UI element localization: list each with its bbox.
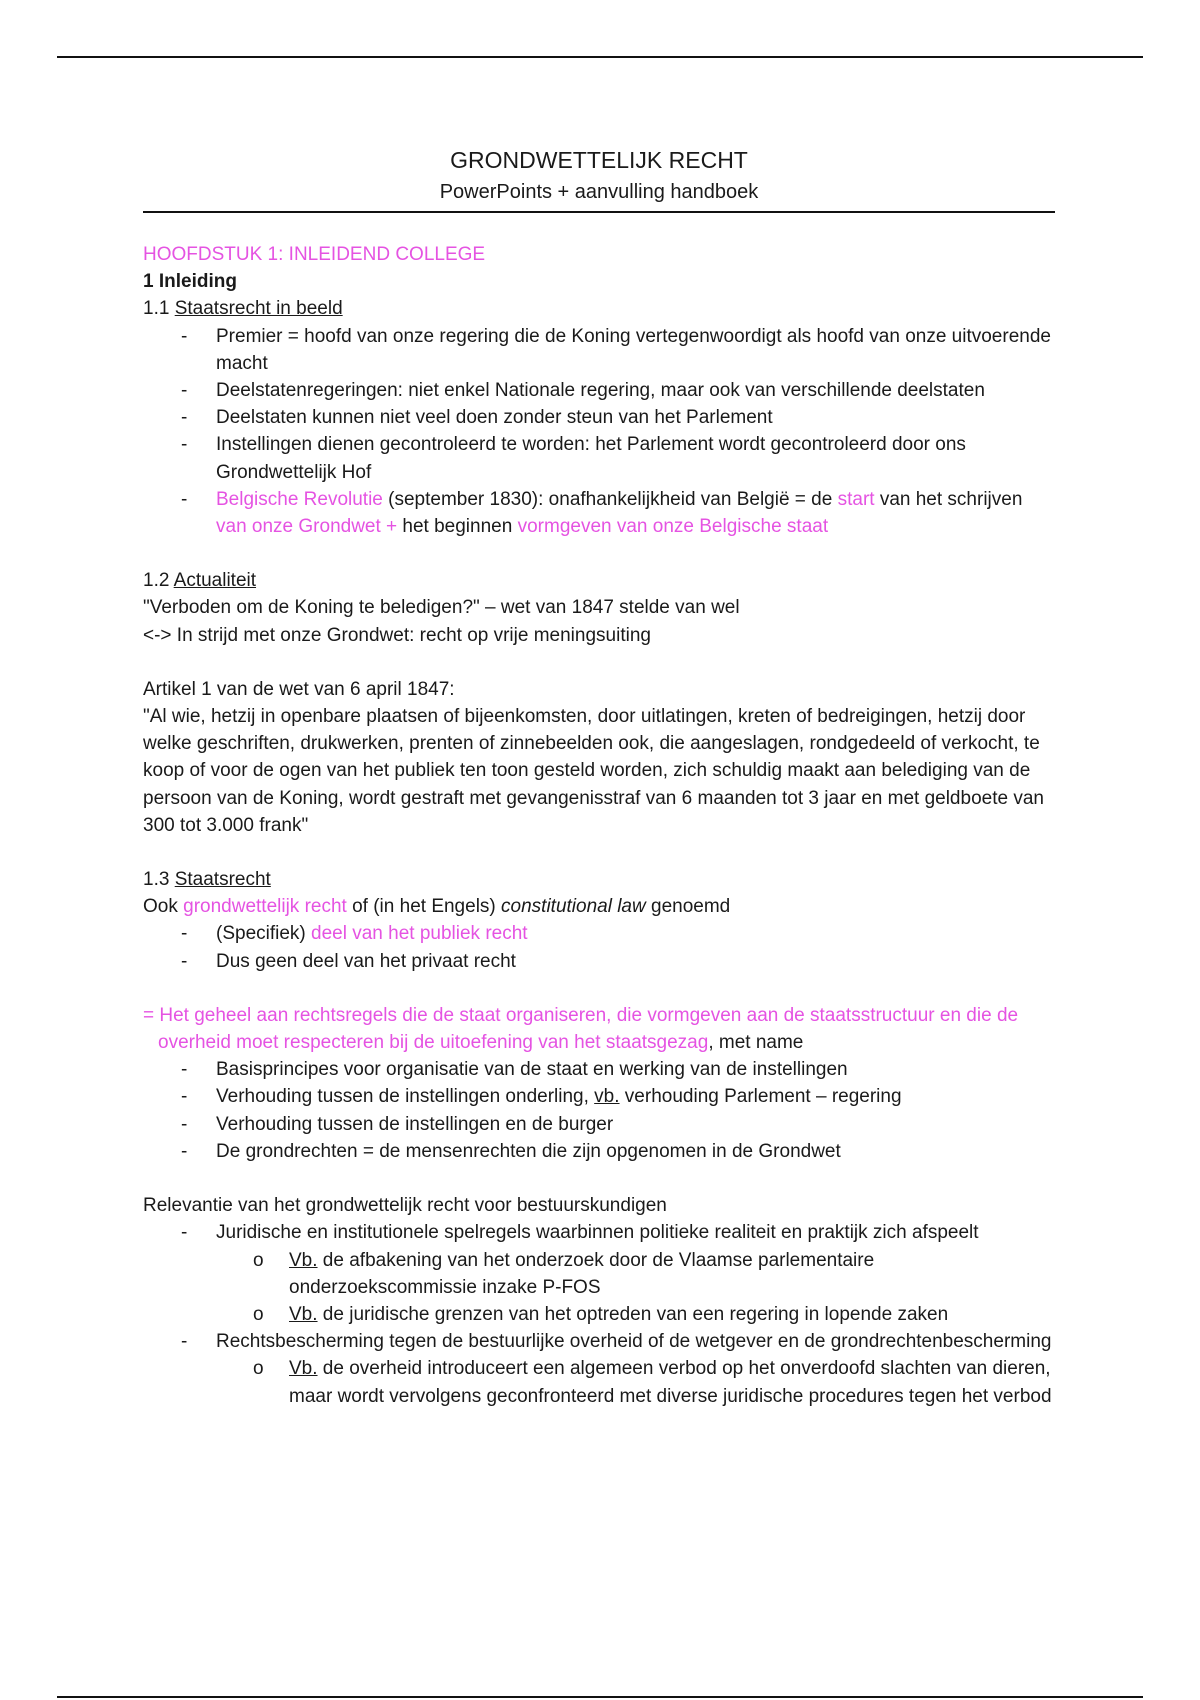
relevance-sublist xyxy=(216,1247,1055,1329)
document-title: GRONDWETTELIJK RECHT xyxy=(450,147,748,173)
list-item: o Vb. de afbakening van het onderzoek door de Vlaamse parlementaire onderzoekscommissie inzake P-FOS xyxy=(289,1247,1055,1301)
subsection-heading-1-2: 1.2 Actualiteit xyxy=(143,570,257,592)
article-quote: "Al wie, hetzij in openbare plaatsen of bijeenkomsten, door uitlatingen, kreten of bedreigingen, hetzij door welke geschriften, drukwerken, prenten of zinnebeelden ook, die aangeslagen, rondgedeeld of verkocht, te koop of voor de ogen van het publiek ten toon gesteld worden, zich schuldig maakt aan belediging van de persoon van de Koning, wordt gestraft met gevangenisstraf van 6 maanden tot 3 jaar en met geldboete van 300 tot 3.000 frank" xyxy=(143,706,1044,836)
list-item: - Rechtsbescherming tegen de bestuurlijke overheid of de wetgever en de grondrechtenbescherming o Vb. de overheid introduceert een algemeen verbod op het onverdoofd slachten van dieren, maar wordt vervolgens geconfronteerd met diverse juridische procedures tegen het verbod xyxy=(216,1328,1055,1410)
list-item: o Vb. de overheid introduceert een algemeen verbod op het onverdoofd slachten van dieren, maar wordt vervolgens geconfronteerd met diverse juridische procedures tegen het verbod xyxy=(289,1355,1055,1409)
list-item: o Vb. de juridische grenzen van het optreden van een regering in lopende zaken xyxy=(289,1301,1055,1328)
list-item: - Dus geen deel van het privaat recht xyxy=(216,948,1055,975)
staatsrecht-list xyxy=(143,920,1055,974)
list-item: - Premier = hoofd van onze regering die de Koning vertegenwoordigt als hoofd van onze uitvoerende macht xyxy=(216,323,1055,377)
relevance-sublist xyxy=(216,1355,1055,1409)
staatsrecht-intro: Ook grondwettelijk recht of (in het Engels) constitutional law genoemd xyxy=(143,896,731,918)
list-item: - Basisprincipes voor organisatie van de staat en werking van de instellingen xyxy=(216,1056,1055,1083)
staatsrecht-definition: = Het geheel aan rechtsregels die de staat organiseren, die vormgeven aan de staatsstructuur en die de overheid moet respecteren bij de uitoefening van het staatsgezag, met name xyxy=(143,1004,1019,1054)
staatsrecht-in-beeld-list xyxy=(143,323,1055,541)
top-rule xyxy=(57,56,1143,58)
section-heading-1: 1 Inleiding xyxy=(143,271,237,293)
list-item: - Juridische en institutionele spelregels waarbinnen politieke realiteit en praktijk zich afspeelt o Vb. de afbakening van het onderzoek door de Vlaamse parlementaire onderzoekscommissie inzake P-FOS o Vb. de juridische grenzen van het optreden van een regering in lopende zaken xyxy=(216,1219,1055,1328)
actualiteit-question: "Verboden om de Koning te beledigen?" – wet van 1847 stelde van wel xyxy=(143,597,740,619)
bottom-rule xyxy=(57,1696,1143,1698)
document-header xyxy=(143,143,1055,213)
list-item: - (Specifiek) deel van het publiek recht xyxy=(216,920,1055,947)
chapter-heading: HOOFDSTUK 1: INLEIDEND COLLEGE xyxy=(143,244,486,265)
article-heading: Artikel 1 van de wet van 6 april 1847: xyxy=(143,678,455,700)
relevance-list xyxy=(143,1219,1055,1409)
list-item: - Belgische Revolutie (september 1830): onafhankelijkheid van België = de start van het schrijven van onze Grondwet + het beginnen vormgeven van onze Belgische staat xyxy=(216,486,1055,540)
document-page xyxy=(143,143,1055,1410)
list-item: - Deelstaten kunnen niet veel doen zonder steun van het Parlement xyxy=(216,404,1055,431)
list-item: - Instellingen dienen gecontroleerd te worden: het Parlement wordt gecontroleerd door ons Grondwettelijk Hof xyxy=(216,431,1055,485)
list-item: - Verhouding tussen de instellingen onderling, vb. verhouding Parlement – regering xyxy=(216,1083,1055,1110)
list-item: - De grondrechten = de mensenrechten die zijn opgenomen in de Grondwet xyxy=(216,1138,1055,1165)
relevance-heading: Relevantie van het grondwettelijk recht voor bestuurskundigen xyxy=(143,1195,667,1217)
list-item: - Verhouding tussen de instellingen en de burger xyxy=(216,1111,1055,1138)
definition-list xyxy=(143,1056,1055,1165)
subsection-heading-1-1: 1.1 Staatsrecht in beeld xyxy=(143,298,343,320)
subsection-heading-1-3: 1.3 Staatsrecht xyxy=(143,869,271,891)
actualiteit-contrast: <-> In strijd met onze Grondwet: recht op vrije meningsuiting xyxy=(143,624,651,646)
document-subtitle: PowerPoints + aanvulling handboek xyxy=(439,181,759,203)
list-item: - Deelstatenregeringen: niet enkel Nationale regering, maar ook van verschillende deelstaten xyxy=(216,377,1055,404)
